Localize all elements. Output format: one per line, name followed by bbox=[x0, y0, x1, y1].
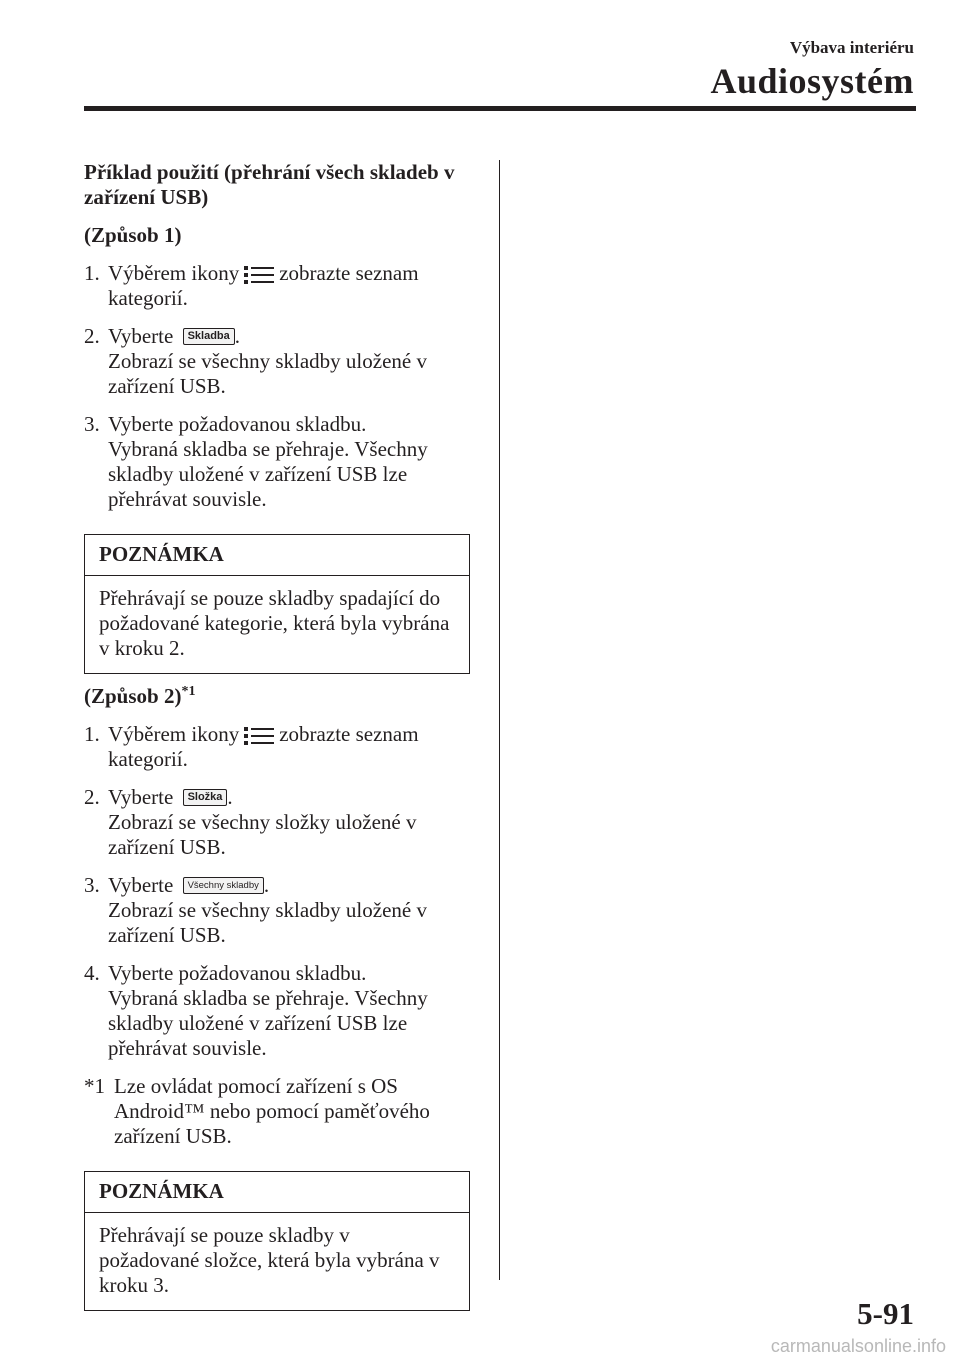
method2-step4: 4. Vyberte požadovanou skladbu. Vybraná skladba se přehraje. Všechny skladby uložené v zařízení USB lze přehrávat souvisle. bbox=[84, 961, 428, 1060]
note-body: Přehrávají se pouze skladby spadající do požadované kategorie, která byla vybrána v kroku 2. bbox=[99, 586, 450, 660]
method1-step2: 2. Vyberte Skladba . Zobrazí se všechny skladby uložené v zařízení USB. bbox=[84, 324, 427, 398]
header-section-label: Výbava interiéru bbox=[789, 38, 914, 57]
method1-heading: (Způsob 1) bbox=[84, 223, 182, 247]
vsechny-skladby-button[interactable]: Všechny skladby bbox=[183, 877, 264, 894]
watermark: carmanualsonline.info bbox=[770, 1336, 946, 1356]
note-title: POZNÁMKA bbox=[85, 535, 469, 576]
footnote-ref: *1 bbox=[181, 684, 196, 699]
header-rule bbox=[84, 106, 916, 111]
column-divider bbox=[499, 160, 500, 1280]
list-icon bbox=[244, 266, 274, 284]
method2-step3: 3. Vyberte Všechny skladby . Zobrazí se všechny skladby uložené v zařízení USB. bbox=[84, 873, 427, 947]
footnote: *1 Lze ovládat pomocí zařízení s OS Android™ nebo pomocí paměťového zařízení USB. bbox=[84, 1074, 430, 1148]
example-heading: Příklad použití (přehrání všech skladeb v zařízení USB) bbox=[84, 160, 455, 209]
note-box-2 bbox=[84, 1171, 470, 1311]
note-body: Přehrávají se pouze skladby v požadované složce, která byla vybrána v kroku 3. bbox=[99, 1223, 440, 1297]
method2-step1: 1. Výběrem ikony zobrazte seznam kategorií. bbox=[84, 722, 419, 771]
method2-heading: (Způsob 2)$^{*1}$ bbox=[84, 684, 196, 708]
skladba-button[interactable]: Skladba bbox=[183, 328, 235, 345]
slozka-button[interactable]: Složka bbox=[183, 789, 228, 806]
method1-step1: 1. Výběrem ikony zobrazte seznam kategorií. bbox=[84, 261, 419, 310]
page-number: 5-91 bbox=[857, 1296, 914, 1331]
list-icon bbox=[244, 727, 274, 745]
note-title: POZNÁMKA bbox=[85, 1172, 469, 1213]
note-box-1 bbox=[84, 534, 470, 674]
method1-step3: 3. Vyberte požadovanou skladbu. Vybraná skladba se přehraje. Všechny skladby uložené v zařízení USB lze přehrávat souvisle. bbox=[84, 412, 428, 511]
page-title: Audiosystém bbox=[710, 61, 914, 101]
left-column bbox=[84, 160, 476, 1311]
method2-step2: 2. Vyberte Složka . Zobrazí se všechny složky uložené v zařízení USB. bbox=[84, 785, 417, 859]
